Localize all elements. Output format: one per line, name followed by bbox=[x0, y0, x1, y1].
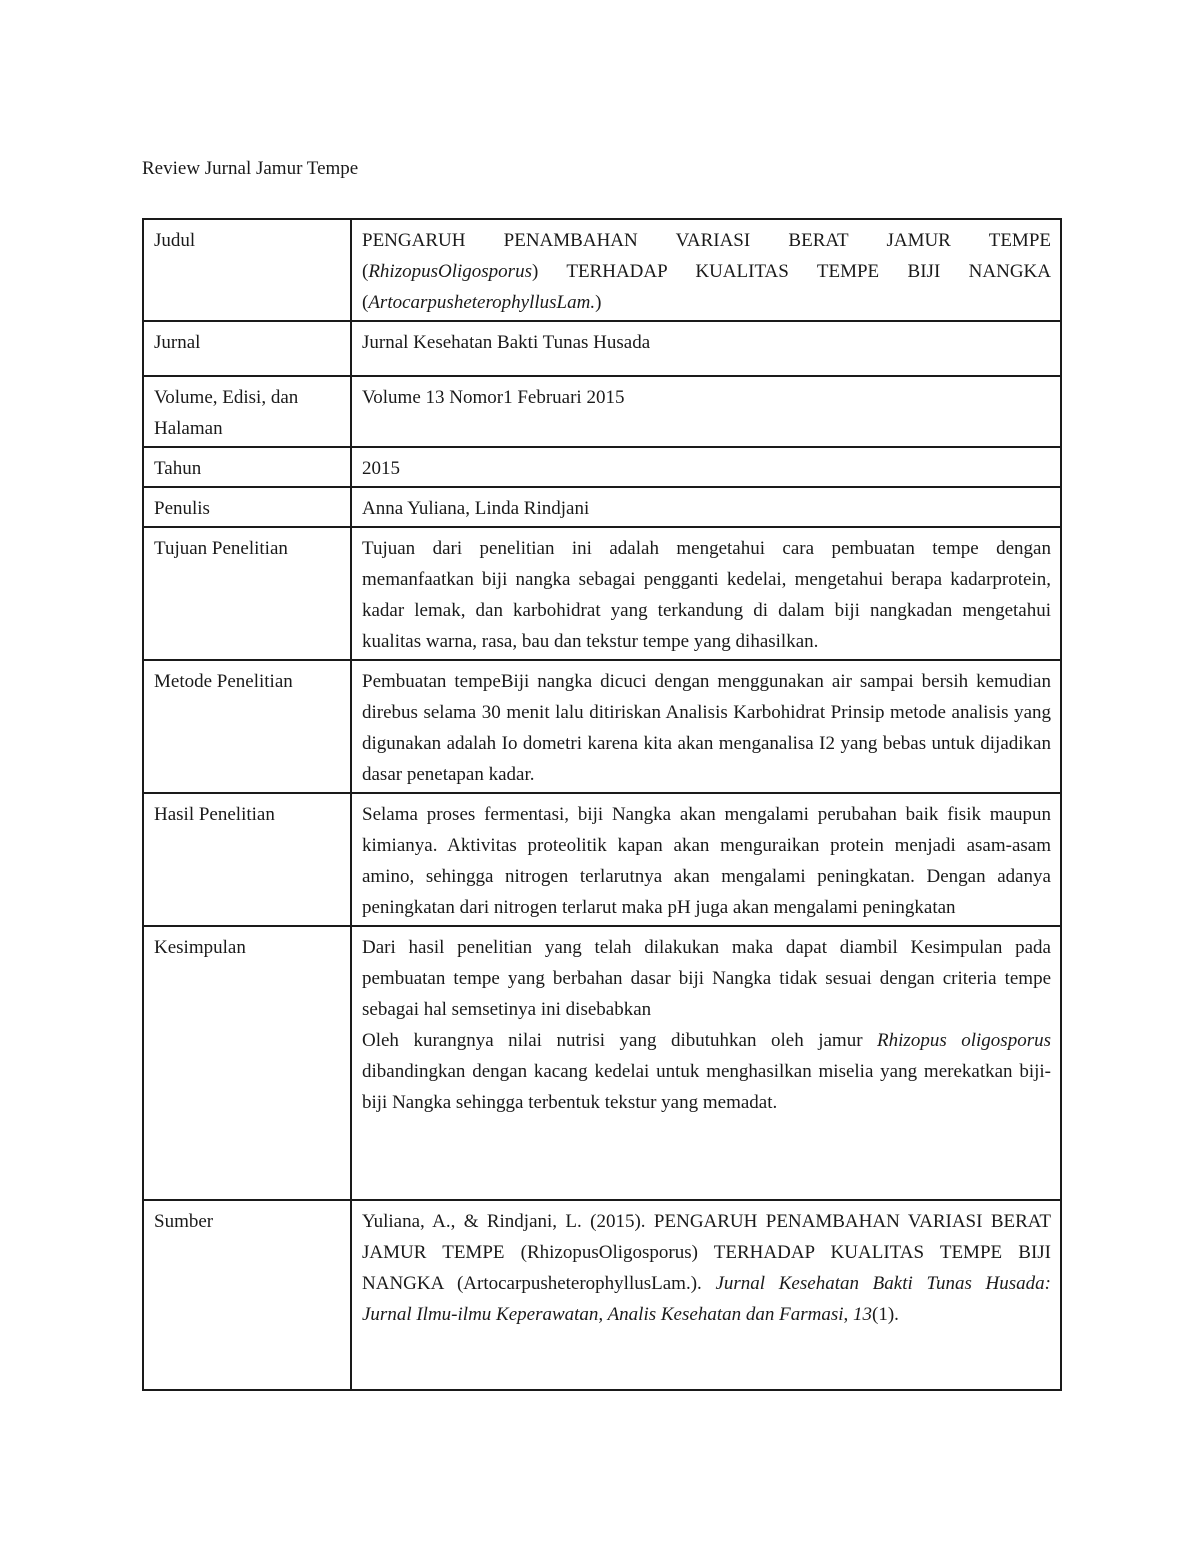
judul-text-b: ) TERHADAP KUALITAS TEMPE BIJI NANGKA ( bbox=[362, 261, 1051, 313]
table-row-metode bbox=[143, 660, 1061, 793]
sumber-text-a: Yuliana, A., & Rindjani, L. (2015). PENGARUH PENAMBAHAN VARIASI BERAT JAMUR TEMPE (RhizopusOligosporus) TERHADAP KUALITAS TEMPE BIJI NANGKA (ArtocarpusheterophyllusLam.). bbox=[362, 1211, 1051, 1294]
row-label-hasil: Hasil Penelitian bbox=[143, 793, 351, 926]
row-label-metode: Metode Penelitian bbox=[143, 660, 351, 793]
judul-text-c: ) bbox=[595, 292, 602, 313]
row-label-sumber: Sumber bbox=[143, 1200, 351, 1390]
row-value-jurnal: Jurnal Kesehatan Bakti Tunas Husada bbox=[351, 321, 1061, 376]
sumber-text-c: (1). bbox=[872, 1304, 899, 1325]
row-label-tahun: Tahun bbox=[143, 447, 351, 487]
row-value-metode: Pembuatan tempeBiji nangka dicuci dengan menggunakan air sampai bersih kemudian direbus selama 30 menit lalu ditiriskan Analisis Karbohidrat Prinsip metode analisis yang digunakan adalah Io dometri karena kita akan menganalisa I2 yang bebas untuk dijadikan dasar penetapan kadar. bbox=[351, 660, 1061, 793]
row-value-volume: Volume 13 Nomor1 Februari 2015 bbox=[351, 376, 1061, 447]
table-row-judul bbox=[143, 219, 1061, 321]
row-value-hasil: Selama proses fermentasi, biji Nangka akan mengalami perubahan baik fisik maupun kimianya. Aktivitas proteolitik kapan akan menguraikan protein menjadi asam-asam amino, sehingga nitrogen terlarutnya akan mengalami peningkatan. Dengan adanya peningkatan dari nitrogen terlarut maka pH juga akan mengalami peningkatan bbox=[351, 793, 1061, 926]
row-value-sumber bbox=[351, 1200, 1061, 1390]
sumber-italic-volume: 13 bbox=[853, 1304, 872, 1325]
table-row-hasil bbox=[143, 793, 1061, 926]
sumber-italic-journal: Jurnal Kesehatan Bakti Tunas Husada: Jurnal Ilmu-ilmu Keperawatan, Analis Kesehatan dan Farmasi bbox=[362, 1273, 1051, 1325]
page-title: Review Jurnal Jamur Tempe bbox=[142, 158, 359, 179]
table-row-penulis bbox=[143, 487, 1061, 527]
sumber-text-b: , bbox=[843, 1304, 853, 1325]
row-label-tujuan: Tujuan Penelitian bbox=[143, 527, 351, 660]
review-table bbox=[142, 218, 1062, 1391]
row-value-judul bbox=[351, 219, 1061, 321]
row-value-penulis: Anna Yuliana, Linda Rindjani bbox=[351, 487, 1061, 527]
table-row-tujuan bbox=[143, 527, 1061, 660]
row-value-tahun: 2015 bbox=[351, 447, 1061, 487]
kesimpulan-paragraph-2 bbox=[362, 1025, 1051, 1118]
kesimpulan-text-a: Oleh kurangnya nilai nutrisi yang dibutuhkan oleh jamur bbox=[362, 1030, 878, 1051]
kesimpulan-italic-species: Rhizopus oligosporus bbox=[877, 1030, 1051, 1051]
judul-italic-nangka: ArtocarpusheterophyllusLam. bbox=[368, 292, 596, 313]
kesimpulan-text-b: dibandingkan dengan kacang kedelai untuk menghasilkan miselia yang merekatkan biji-biji Nangka sehingga terbentuk tekstur yang memadat. bbox=[362, 1061, 1051, 1113]
judul-text-a: PENGARUH PENAMBAHAN VARIASI BERAT JAMUR TEMPE ( bbox=[362, 230, 1051, 282]
table-row-sumber bbox=[143, 1200, 1061, 1390]
row-label-judul: Judul bbox=[143, 219, 351, 321]
row-label-volume: Volume, Edisi, dan Halaman bbox=[143, 376, 351, 447]
table-row-volume bbox=[143, 376, 1061, 447]
row-label-jurnal: Jurnal bbox=[143, 321, 351, 376]
table-row-tahun bbox=[143, 447, 1061, 487]
row-label-penulis: Penulis bbox=[143, 487, 351, 527]
kesimpulan-paragraph-1: Dari hasil penelitian yang telah dilakukan maka dapat diambil Kesimpulan pada pembuatan tempe yang berbahan dasar biji Nangka tidak sesuai dengan criteria tempe sebagai hal semsetinya ini disebabkan bbox=[362, 937, 1051, 1020]
row-label-kesimpulan: Kesimpulan bbox=[143, 926, 351, 1200]
row-value-tujuan: Tujuan dari penelitian ini adalah mengetahui cara pembuatan tempe dengan memanfaatkan biji nangka sebagai pengganti kedelai, mengetahui berapa kadarprotein, kadar lemak, dan karbohidrat yang terkandung di dalam biji nangkadan mengetahui kualitas warna, rasa, bau dan tekstur tempe yang dihasilkan. bbox=[351, 527, 1061, 660]
row-value-kesimpulan bbox=[351, 926, 1061, 1200]
table-row-kesimpulan bbox=[143, 926, 1061, 1200]
table-row-jurnal bbox=[143, 321, 1061, 376]
judul-italic-species: RhizopusOligosporus bbox=[368, 261, 532, 282]
